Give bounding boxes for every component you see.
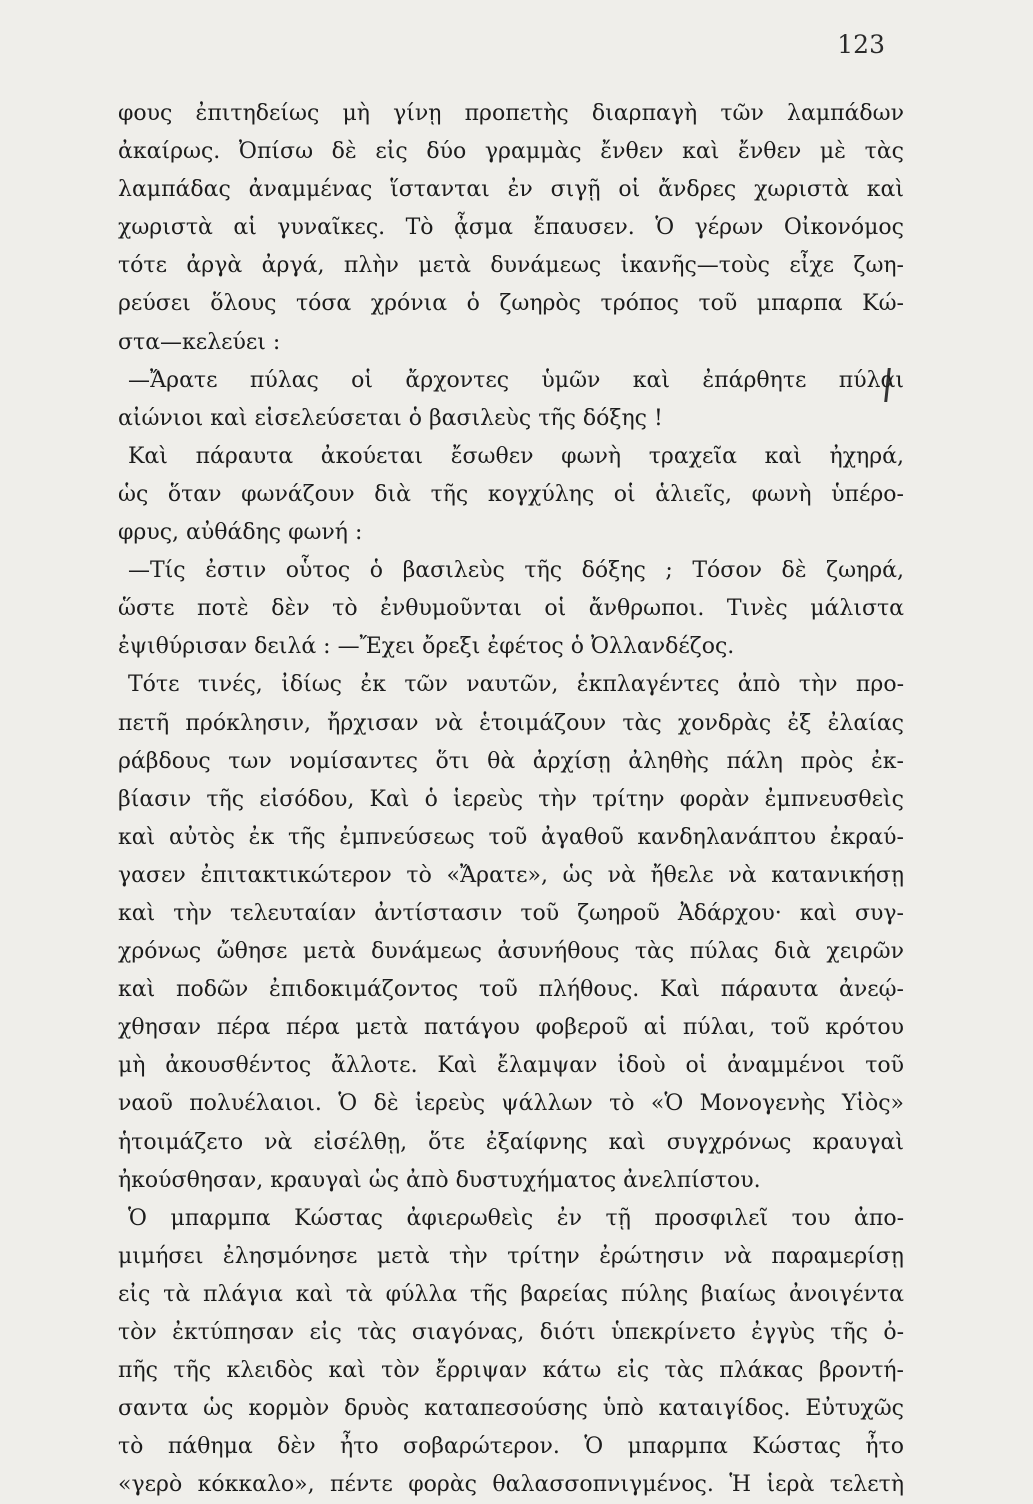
text-line: —Ἄρατε πύλας οἱ ἄρχοντες ὑμῶν καὶ ἐπάρθητε πύλαι [128,367,904,393]
text-line: καὶ τὴν τελευταίαν ἀντίστασιν τοῦ ζωηροῦ Ἀδάρχου· καὶ συγ- [118,900,904,926]
text-line: ἠκούσθησαν, κραυγαὶ ὡς ἀπὸ δυστυχήματος ἀνελπίστου. [118,1167,761,1193]
text-line: τὸν ἐκτύπησαν εἰς τὰς σιαγόνας, διότι ὑπεκρίνετο ἐγγὺς τῆς ὀ- [118,1320,904,1345]
text-line: ρεύσει ὅλους τόσα χρόνια ὁ ζωηρὸς τρόπος τοῦ μπαρπα Κώ- [118,291,904,317]
text-line: στα—κελεύει : [118,329,281,355]
text-line: χθησαν πέρα πέρα μετὰ πατάγου φοβεροῦ αἱ πύλαι, τοῦ κρότου [118,1015,904,1041]
text-line: γασεν ἐπιτακτικώτερον τὸ «Ἄρατε», ὡς νὰ ἤθελε νὰ κατανικήσῃ [118,862,904,888]
text-line: μιμήσει ἐλησμόνησε μετὰ τὴν τρίτην ἐρώτησιν νὰ παραμερίσῃ [118,1243,904,1269]
text-line: ἐψιθύρισαν δειλά : —Ἔχει ὄρεξι ἐφέτος ὁ Ὀλλανδέζος. [118,634,735,660]
text-line: ναοῦ πολυέλαιοι. Ὁ δὲ ἱερεὺς ψάλλων τὸ «Ὁ Μονογενὴς Υἱὸς» [118,1091,904,1117]
text-line: πετῆ πρόκλησιν, ἤρχισαν νὰ ἑτοιμάζουν τὰς χονδρὰς ἐξ ἐλαίας [118,710,904,736]
text-line: λαμπάδας ἀναμμένας ἵστανται ἐν σιγῇ οἱ ἄνδρες χωριστὰ καὶ [118,177,904,203]
text-line: φους ἐπιτηδείως μὴ γίνῃ προπετὴς διαρπαγὴ τῶν λαμπάδων [118,101,904,126]
text-line: χωριστὰ αἱ γυναῖκες. Τὸ ᾆσμα ἔπαυσεν. Ὁ γέρων Οἰκονόμος [118,215,904,241]
text-line: Καὶ πάραυτα ἀκούεται ἔσωθεν φωνὴ τραχεῖα καὶ ἠχηρά, [128,443,904,469]
text-line: σαντα ὡς κορμὸν δρυὸς καταπεσούσης ὑπὸ καταιγίδος. Εὐτυχῶς [118,1396,904,1422]
text-line: «γερὸ κόκκαλο», πέντε φορὰς θαλασσοπνιγμένος. Ἡ ἱερὰ τελετὴ [118,1472,904,1498]
text-line: τὸ πάθημα δὲν ἦτο σοβαρώτερον. Ὁ μπαρμπα Κώστας ἦτο [118,1434,904,1460]
text-line: αἰώνιοι καὶ εἰσελεύσεται ὁ βασιλεὺς τῆς δόξης ! [118,405,663,431]
text-line: μὴ ἀκουσθέντος ἄλλοτε. Καὶ ἔλαμψαν ἰδοὺ οἱ ἀναμμένοι τοῦ [118,1053,904,1079]
text-line: —Τίς ἐστιν οὗτος ὁ βασιλεὺς τῆς δόξης ; Τόσον δὲ ζωηρά, [128,558,904,584]
body-text [118,95,904,1504]
text-line: ὡς ὅταν φωνάζουν διὰ τῆς κογχύλης οἱ ἁλιεῖς, φωνὴ ὑπέρο- [118,481,904,507]
text-line: καὶ ποδῶν ἐπιδοκιμάζοντος τοῦ πλήθους. Καὶ πάραυτα ἀνεῴ- [118,977,904,1003]
text-line: εἰς τὰ πλάγια καὶ τὰ φύλλα τῆς βαρείας πύλης βιαίως ἀνοιγέντα [118,1281,904,1307]
text-line: Ὁ μπαρμπα Κώστας ἀφιερωθεὶς ἐν τῇ προσφιλεῖ του ἀπο- [128,1205,904,1231]
text-line: καὶ αὐτὸς ἐκ τῆς ἐμπνεύσεως τοῦ ἀγαθοῦ κανδηλανάπτου ἐκραύ- [118,824,904,850]
text-line: ἀκαίρως. Ὀπίσω δὲ εἰς δύο γραμμὰς ἔνθεν καὶ ἔνθεν μὲ τὰς [118,139,904,165]
text-line: βίασιν τῆς εἰσόδου, Καὶ ὁ ἱερεὺς τὴν τρίτην φορὰν ἐμπνευσθεὶς [118,786,904,812]
text-line: φρυς, αὐθάδης φωνή : [118,520,363,546]
text-line: ἡτοιμάζετο νὰ εἰσέλθῃ, ὅτε ἐξαίφνης καὶ συγχρόνως κραυγαὶ [118,1129,904,1155]
page-number: 123 [837,30,885,59]
text-line: πῆς τῆς κλειδὸς καὶ τὸν ἔρριψαν κάτω εἰς τὰς πλάκας βροντή- [118,1358,904,1384]
text-line: Τότε τινές, ἰδίως ἐκ τῶν ναυτῶν, ἐκπλαγέντες ἀπὸ τὴν προ- [128,672,904,698]
text-line: ὥστε ποτὲ δὲν τὸ ἐνθυμοῦνται οἱ ἄνθρωποι. Τινὲς μάλιστα [118,596,904,622]
text-line: τότε ἀργὰ ἀργά, πλὴν μετὰ δυνάμεως ἱκανῆς—τοὺς εἶχε ζωη- [118,253,904,279]
text-line: χρόνως ὤθησε μετὰ δυνάμεως ἀσυνήθους τὰς πύλας διὰ χειρῶν [118,939,904,965]
text-line: ράβδους των νομίσαντες ὅτι θὰ ἀρχίσῃ ἀληθὴς πάλη πρὸς ἐκ- [118,748,904,774]
